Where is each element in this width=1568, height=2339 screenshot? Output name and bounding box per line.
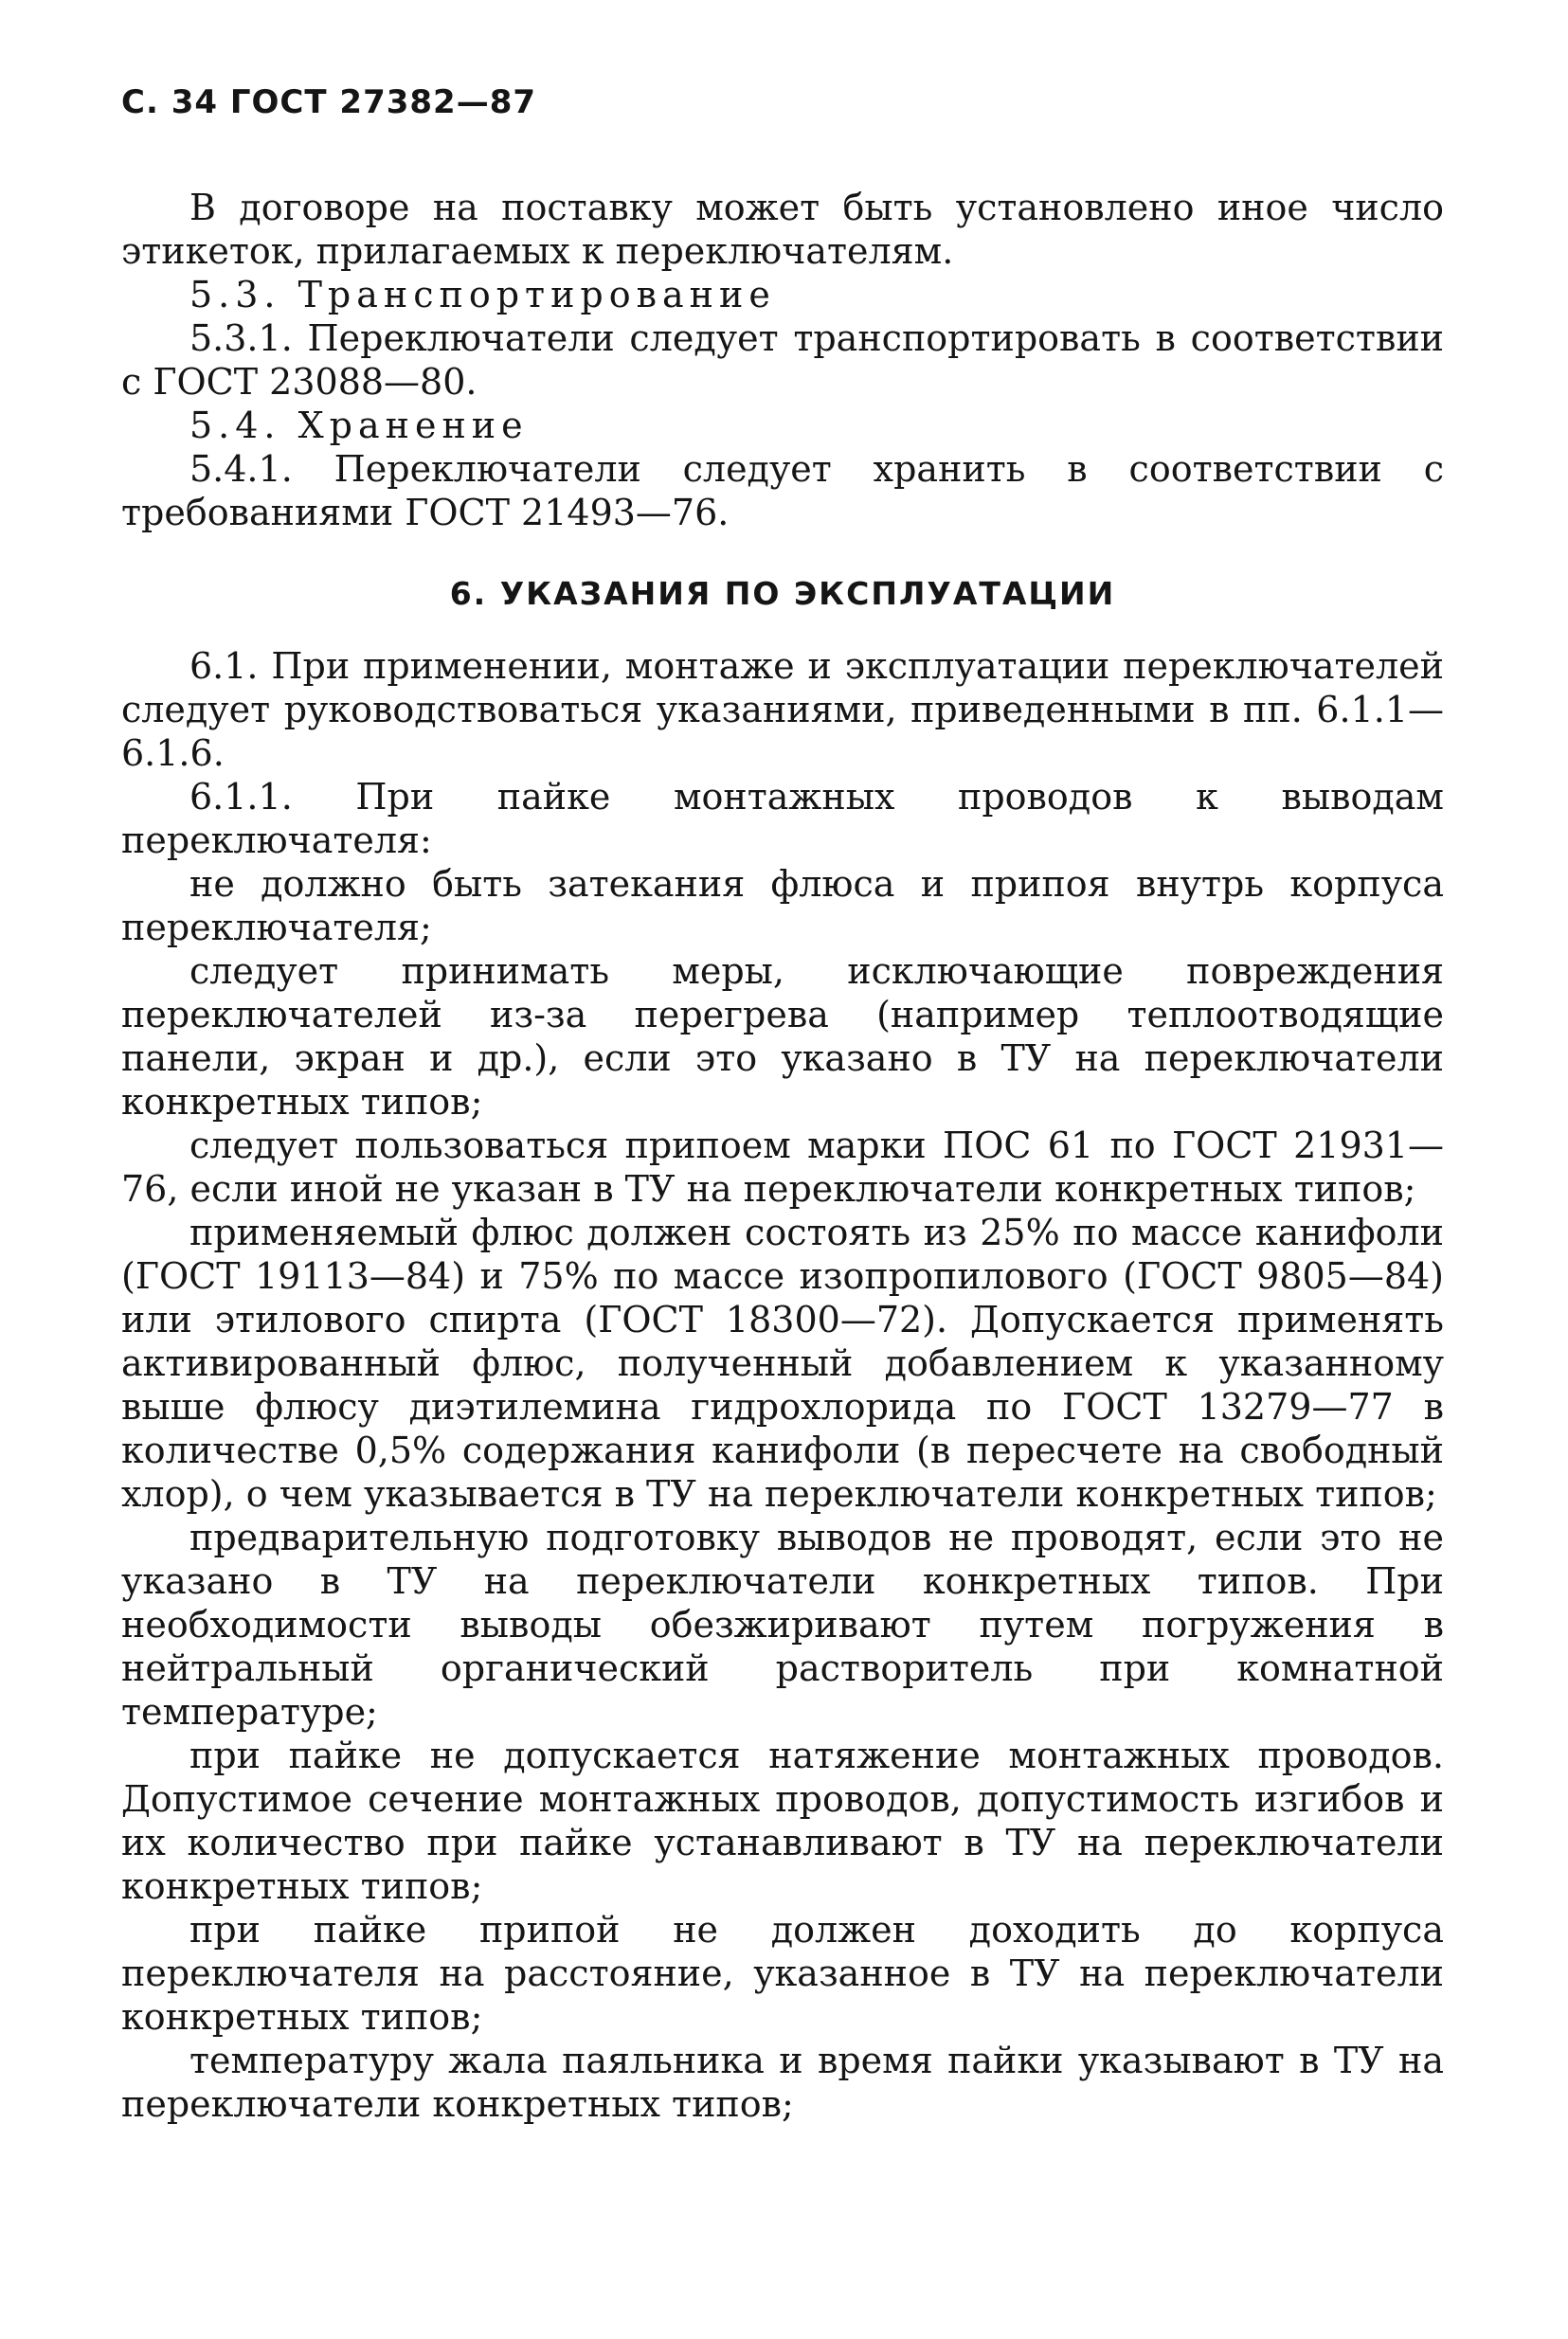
paragraph-storage: 5.4.1. Переключатели следует хранить в соответствии с требованиями ГОСТ 21493—76. <box>121 448 1444 533</box>
section-heading: 6. УКАЗАНИЯ ПО ЭКСПЛУАТАЦИИ <box>449 575 1116 612</box>
list-item: температуру жала паяльника и время пайки указывают в ТУ на переключатели конкретных типов; <box>121 2040 1444 2125</box>
paragraph-transport: 5.3.1. Переключатели следует транспортировать в соответствии с ГОСТ 23088—80. <box>121 317 1444 403</box>
list-item: предварительную подготовку выводов не проводят, если это не указано в ТУ на переключатели конкретных типов. При необходимости выводы обезжиривают путем погружения в нейтральный органический растворитель при комнатной температуре; <box>121 1517 1444 1733</box>
list-item: при пайке припой не должен доходить до корпуса переключателя на расстояние, указанное в ТУ на переключатели конкретных типов; <box>121 1909 1444 2038</box>
subsection-title-storage: 5.4. Хранение <box>189 405 529 446</box>
subsection-title-transport: 5.3. Транспортирование <box>189 274 776 315</box>
paragraph-6-1: 6.1. При применении, монтаже и эксплуатации переключателей следует руководствоваться указаниями, приведенными в пп. 6.1.1—6.1.6. <box>121 645 1444 774</box>
list-item: следует принимать меры, исключающие повреждения переключателей из-за перегрева (например теплоотводящие панели, экран и др.), если это указано в ТУ на переключатели конкретных типов; <box>121 950 1444 1123</box>
list-item: не должно быть затекания флюса и припоя внутрь корпуса переключателя; <box>121 863 1444 948</box>
list-item: при пайке не допускается натяжение монтажных проводов. Допустимое сечение монтажных проводов, допустимость изгибов и их количество при пайке устанавливают в ТУ на переключатели конкретных типов; <box>121 1735 1444 1907</box>
page-header: С. 34 ГОСТ 27382—87 <box>121 83 537 121</box>
document-body <box>121 186 1444 2126</box>
paragraph-6-1-1: 6.1.1. При пайке монтажных проводов к выводам переключателя: <box>121 776 1444 861</box>
list-item: следует пользоваться припоем марки ПОС 61 по ГОСТ 21931—76, если иной не указан в ТУ на переключатели конкретных типов; <box>121 1125 1444 1210</box>
list-item: применяемый флюс должен состоять из 25% по массе канифоли (ГОСТ 19113—84) и 75% по массе изопропилового (ГОСТ 9805—84) или этилового спирта (ГОСТ 18300—72). Допускается применять активированный флюс, полученный добавлением к указанному выше флюсу диэтилемина гидрохлорида по ГОСТ 13279—77 в количестве 0,5% содержания канифоли (в пересчете на свободный хлор), о чем указывается в ТУ на переключатели конкретных типов; <box>121 1212 1444 1515</box>
paragraph-contract-labels: В договоре на поставку может быть установлено иное число этикеток, прилагаемых к переключателям. <box>121 187 1444 272</box>
